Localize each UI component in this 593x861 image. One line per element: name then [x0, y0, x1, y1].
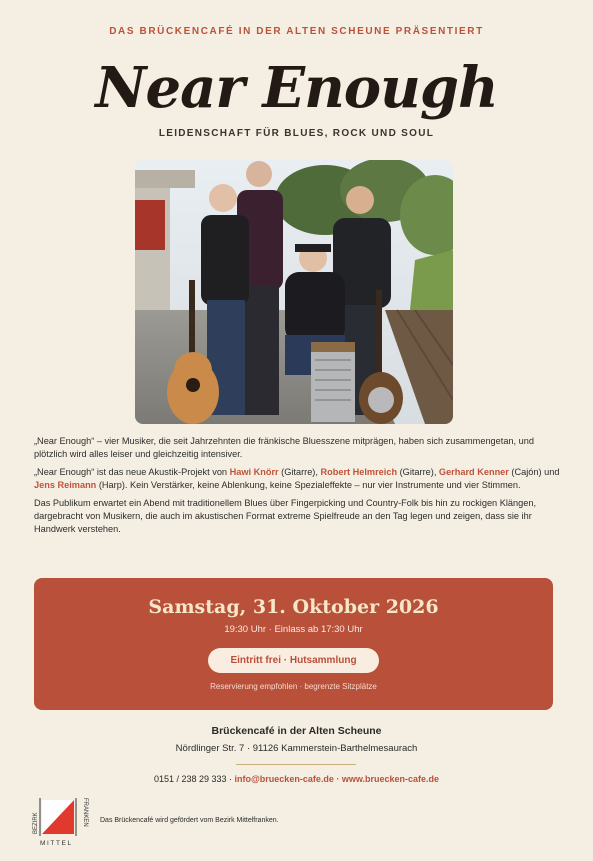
logo-text-right: FRANKEN: [82, 798, 88, 827]
paragraph-1: „Near Enough“ – vier Musiker, die seit Jahrzehnten die fränkische Bluesszene mitprägen, haben sich zusammengetan, und plötzlich wird alles leiser und gleichzeitig intensiver.: [34, 436, 534, 459]
contact-separator: ·: [333, 774, 342, 784]
p2-text-1: (Gitarre),: [278, 467, 321, 478]
p2-intro: „Near Enough“ ist das neue Akustik-Projekt von: [34, 467, 230, 478]
contact-line: [0, 774, 593, 784]
event-date: Samstag, 31. Oktober 2026: [148, 596, 439, 618]
phone: 0151 / 238 29 333 ·: [153, 774, 235, 784]
subtitle: LEIDENSCHAFT FÜR BLUES, ROCK UND SOUL: [158, 128, 435, 139]
reservation-note: Reservierung empfohlen · begrenzte Sitzplätze: [210, 682, 377, 691]
musician-3: Gerhard Kenner: [438, 467, 509, 478]
logo-text-left: BEZIRK: [33, 812, 39, 834]
venue-address: Nördlinger Str. 7 · 91126 Kammerstein-Barthelmesaurach: [175, 743, 418, 754]
logo-text-bottom: MITTEL: [40, 840, 73, 847]
paragraph-2: [34, 466, 560, 491]
p2-text-2: (Gitarre),: [397, 467, 439, 478]
page-title: Near Enough: [95, 55, 498, 121]
paragraph-3: Das Publikum erwartet ein Abend mit traditionellem Blues über Fingerpicking und Country-Folk bis hin zu rockigen Klängen, dargebracht von Musikern, die auch im akustischen Format extreme Spielfreude an den Tag legen und zeigen, dass sie ihr Handwerk verstehen.: [34, 498, 536, 534]
divider: [236, 764, 356, 765]
email-link[interactable]: info@bruecken-cafe.de: [234, 774, 334, 784]
bezirk-mittelfranken-logo: [30, 798, 92, 848]
description: [34, 435, 560, 541]
kicker: DAS BRÜCKENCAFÉ IN DER ALTEN SCHEUNE PRÄSENTIERT: [109, 26, 484, 37]
website-link[interactable]: www.bruecken-cafe.de: [341, 774, 440, 784]
venue-name: Brückencafé in der Alten Scheune: [211, 725, 382, 737]
musician-4: Jens Reimann: [34, 479, 97, 490]
musician-2: Robert Helmreich: [320, 467, 398, 478]
p2-text-3: (Cajón) und: [508, 467, 560, 478]
event-time: 19:30 Uhr · Einlass ab 17:30 Uhr: [224, 624, 363, 635]
entry-badge: Eintritt frei · Hutsammlung: [208, 648, 378, 673]
funding-note: Das Brückencafé wird gefördert vom Bezirk Mittelfranken.: [100, 817, 279, 824]
p2-text-4: (Harp). Kein Verstärker, keine Ablenkung, keine Spezialeffekte – nur vier Instrumente und vier Stimmen.: [96, 479, 521, 490]
band-photo: [135, 160, 453, 424]
event-box: [34, 578, 553, 710]
musician-1: Hawi Knörr: [229, 467, 279, 478]
